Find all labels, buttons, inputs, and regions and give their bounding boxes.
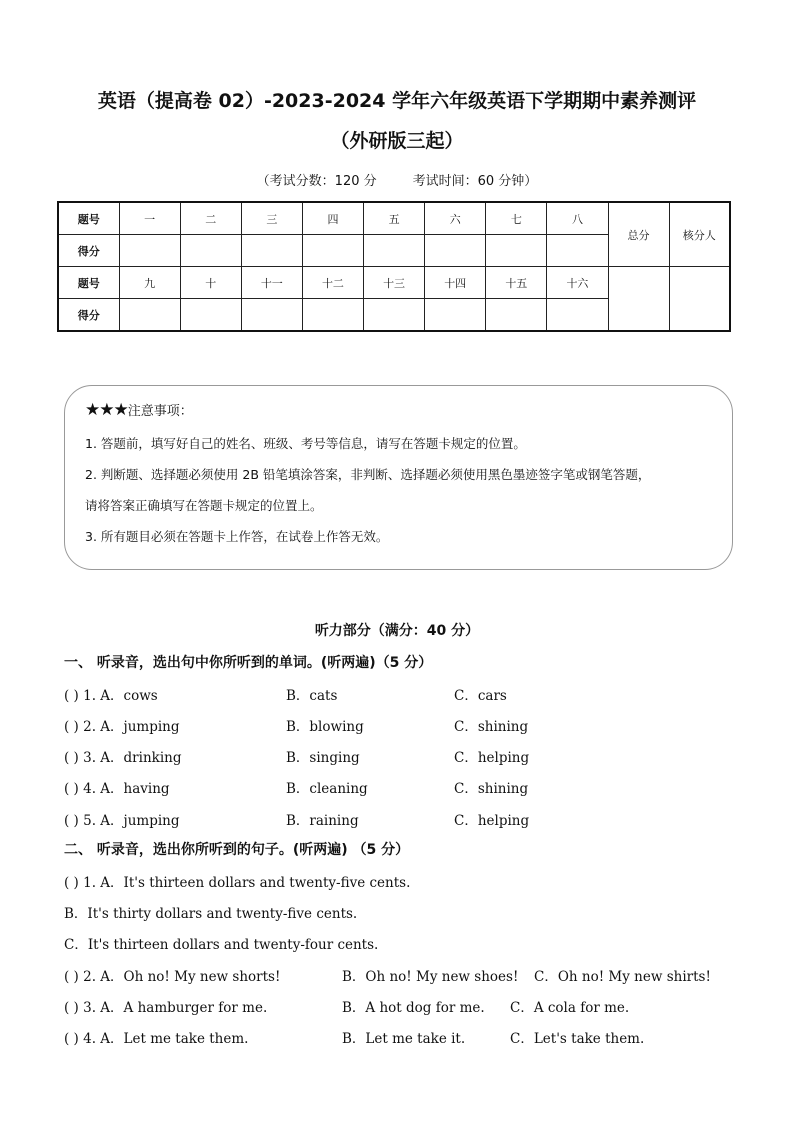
option-c: C．Let's take them. bbox=[510, 1031, 645, 1047]
option-b: B．A hot dog for me. bbox=[342, 1000, 485, 1016]
option-c: C．shining bbox=[454, 781, 529, 797]
score-cell[interactable] bbox=[486, 235, 547, 267]
qnum-cell: 五 bbox=[364, 202, 425, 235]
notice-box bbox=[64, 385, 733, 570]
notice-item: 2. 判断题、选择题必须使用 2B 铅笔填涂答案，非判断、选择题必须使用黑色墨迹签字笔或钢笔答题， bbox=[85, 467, 651, 482]
option-b: B．raining bbox=[286, 813, 359, 829]
score-cell[interactable] bbox=[241, 235, 302, 267]
page-title: 英语（提高卷 02）-2023-2024 学年六年级英语下学期期中素养测评 bbox=[97, 90, 697, 112]
question-row bbox=[64, 809, 734, 829]
notice-heading bbox=[85, 400, 712, 420]
qnum-cell: 十三 bbox=[364, 267, 425, 299]
label-qnum: 题号 bbox=[58, 202, 119, 235]
score-cell[interactable] bbox=[302, 299, 363, 332]
option-c: C．helping bbox=[454, 750, 530, 766]
question-row bbox=[64, 715, 734, 735]
question-line: ( ) 1. A．It's thirteen dollars and twenty-five cents. bbox=[64, 875, 411, 891]
qnum-cell: 十一 bbox=[241, 267, 302, 299]
score-cell[interactable] bbox=[119, 235, 180, 267]
total-score-cell[interactable] bbox=[608, 267, 669, 332]
score-cell[interactable] bbox=[180, 299, 241, 332]
option-a: ( ) 4. A．Let me take them. bbox=[64, 1031, 249, 1047]
score-cell[interactable] bbox=[486, 299, 547, 332]
option-b: B．Oh no! My new shoes! bbox=[342, 969, 519, 985]
option-c: C．Oh no! My new shirts! bbox=[534, 969, 711, 985]
qnum-cell: 四 bbox=[302, 202, 363, 235]
qnum-cell: 十四 bbox=[425, 267, 486, 299]
notice-item: 3. 所有题目必须在答题卡上作答，在试卷上作答无效。 bbox=[85, 529, 389, 544]
checker-cell[interactable] bbox=[669, 267, 730, 332]
notice-item: 1. 答题前，填写好自己的姓名、班级、考号等信息，请写在答题卡规定的位置。 bbox=[85, 436, 526, 451]
option-a: ( ) 2. A．Oh no! My new shorts! bbox=[64, 969, 281, 985]
total-label: 总分 bbox=[608, 202, 669, 267]
score-cell[interactable] bbox=[425, 299, 486, 332]
section-title: 听力部分（满分：40 分） bbox=[314, 623, 480, 639]
option-a: ( ) 5. A．jumping bbox=[64, 813, 180, 829]
score-cell[interactable] bbox=[547, 235, 608, 267]
option-b: B．blowing bbox=[286, 719, 364, 735]
qnum-cell: 二 bbox=[180, 202, 241, 235]
score-cell[interactable] bbox=[119, 299, 180, 332]
qnum-cell: 七 bbox=[486, 202, 547, 235]
star-icon: ★★★ bbox=[85, 400, 128, 420]
option-c: C．shining bbox=[454, 719, 529, 735]
option-a: ( ) 3. A．A hamburger for me. bbox=[64, 1000, 268, 1016]
page-subtitle: （外研版三起） bbox=[330, 130, 464, 152]
question-heading-1: 一、 听录音，选出句中你所听到的单词。(听两遍)（5 分） bbox=[64, 655, 433, 671]
notice-heading-text: 注意事项： bbox=[127, 404, 193, 419]
qnum-cell: 一 bbox=[119, 202, 180, 235]
score-cell[interactable] bbox=[302, 235, 363, 267]
exam-meta bbox=[0, 170, 794, 189]
option-a: ( ) 4. A．having bbox=[64, 781, 170, 797]
option-c: C．cars bbox=[454, 688, 507, 704]
score-cell[interactable] bbox=[425, 235, 486, 267]
qnum-cell: 十二 bbox=[302, 267, 363, 299]
question-row bbox=[64, 1027, 734, 1047]
qnum-cell: 六 bbox=[425, 202, 486, 235]
question-row bbox=[64, 684, 734, 704]
option-a: ( ) 2. A．jumping bbox=[64, 719, 180, 735]
option-a: ( ) 1. A．cows bbox=[64, 688, 158, 704]
option-b: B．cleaning bbox=[286, 781, 368, 797]
label-score: 得分 bbox=[58, 299, 119, 332]
exam-time: 考试时间：60 分钟） bbox=[412, 174, 538, 189]
question-line: C．It's thirteen dollars and twenty-four cents. bbox=[64, 937, 379, 953]
question-heading-2: 二、 听录音，选出你所听到的句子。(听两遍) （5 分） bbox=[64, 842, 410, 858]
option-b: B．Let me take it. bbox=[342, 1031, 466, 1047]
score-cell[interactable] bbox=[180, 235, 241, 267]
qnum-cell: 十六 bbox=[547, 267, 608, 299]
option-b: B．singing bbox=[286, 750, 360, 766]
qnum-cell: 十五 bbox=[486, 267, 547, 299]
option-c: C．A cola for me. bbox=[510, 1000, 630, 1016]
label-score: 得分 bbox=[58, 235, 119, 267]
qnum-cell: 十 bbox=[180, 267, 241, 299]
score-table bbox=[57, 201, 731, 332]
notice-item: 请将答案正确填写在答题卡规定的位置上。 bbox=[85, 498, 323, 513]
question-line: B．It's thirty dollars and twenty-five cents. bbox=[64, 906, 358, 922]
qnum-cell: 三 bbox=[241, 202, 302, 235]
option-c: C．helping bbox=[454, 813, 530, 829]
qnum-cell: 九 bbox=[119, 267, 180, 299]
score-cell[interactable] bbox=[364, 235, 425, 267]
exam-score: （考试分数：120 分 bbox=[256, 174, 377, 189]
question-row bbox=[64, 777, 734, 797]
question-row bbox=[64, 996, 734, 1016]
score-cell[interactable] bbox=[364, 299, 425, 332]
question-row bbox=[64, 746, 734, 766]
option-b: B．cats bbox=[286, 688, 338, 704]
score-cell[interactable] bbox=[241, 299, 302, 332]
checker-label: 核分人 bbox=[669, 202, 730, 267]
question-row bbox=[64, 965, 734, 985]
qnum-cell: 八 bbox=[547, 202, 608, 235]
label-qnum: 题号 bbox=[58, 267, 119, 299]
score-cell[interactable] bbox=[547, 299, 608, 332]
option-a: ( ) 3. A．drinking bbox=[64, 750, 182, 766]
